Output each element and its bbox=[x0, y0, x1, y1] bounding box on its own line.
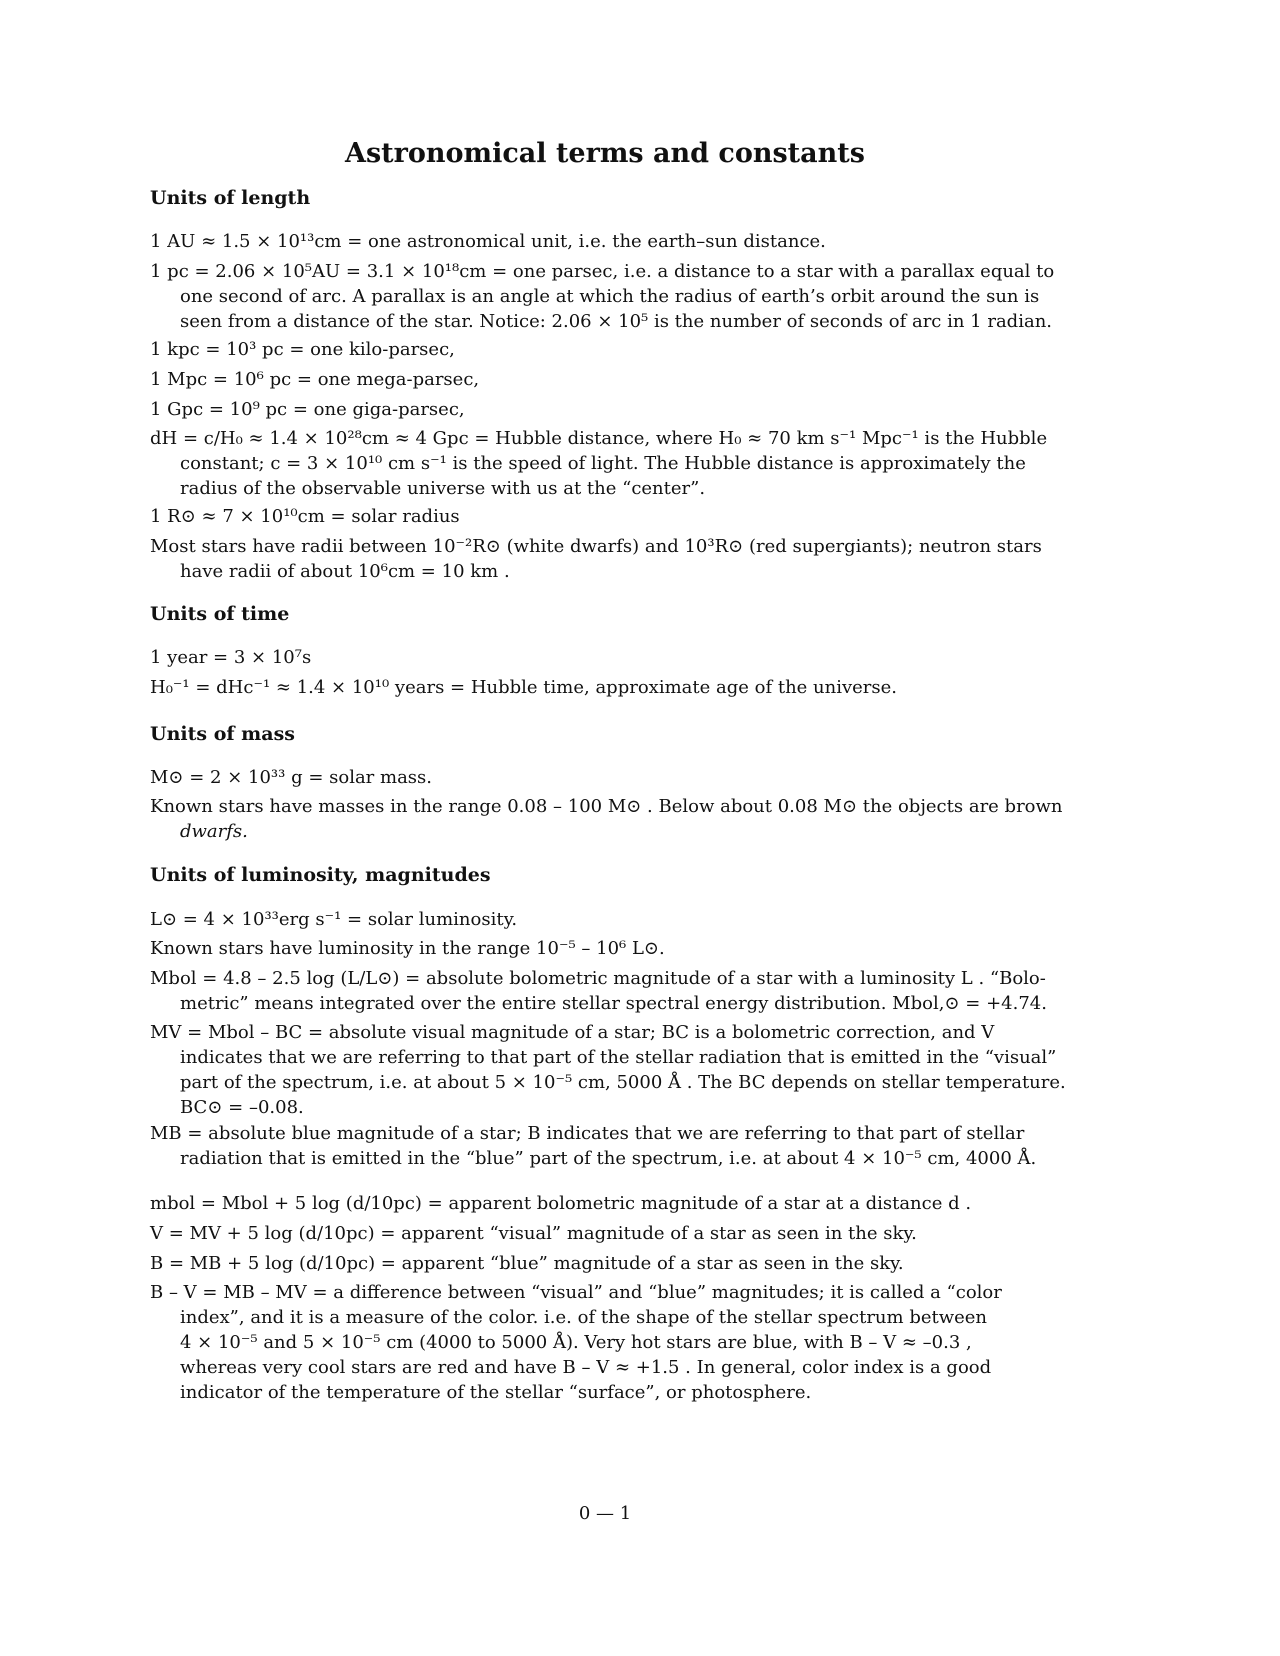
entry-mpc bbox=[150, 367, 1050, 392]
entry-line: Known stars have luminosity in the range 10⁻⁵ – 10⁶ L⊙. bbox=[150, 938, 665, 959]
entry-line: Most stars have radii between 10⁻²R⊙ (white dwarfs) and 10³R⊙ (red supergiants); neutron stars bbox=[150, 536, 1042, 557]
entry-gpc bbox=[150, 397, 1050, 422]
entry-solar-radius bbox=[150, 504, 1050, 529]
entry-stellar-masses bbox=[150, 794, 1063, 844]
entry-au bbox=[150, 229, 1050, 254]
entry-line: 1 year = 3 × 10⁷s bbox=[150, 647, 312, 668]
entry-stellar-radii bbox=[150, 534, 1050, 584]
entry-line: B = MB + 5 log (d/10pc) = apparent “blue” magnitude of a star as seen in the sky. bbox=[150, 1253, 904, 1274]
section-heading-time: Units of time bbox=[150, 603, 290, 625]
entry-line: Known stars have masses in the range 0.08 – 100 M⊙ . Below about 0.08 M⊙ the objects are brown bbox=[150, 796, 1063, 817]
entry-line: indicator of the temperature of the stellar “surface”, or photosphere. bbox=[180, 1382, 812, 1403]
entry-line: 1 Mpc = 10⁶ pc = one mega-parsec, bbox=[150, 369, 480, 390]
entry-line: Mbol = 4.8 – 2.5 log (L/L⊙) = absolute bolometric magnitude of a star with a luminosity L . “Bolo- bbox=[150, 968, 1046, 989]
entry-apparent-v bbox=[150, 1221, 1050, 1246]
page-title: Astronomical terms and constants bbox=[345, 138, 865, 169]
entry-hubble-distance bbox=[150, 426, 1050, 501]
entry-line: 1 Gpc = 10⁹ pc = one giga-parsec, bbox=[150, 399, 465, 420]
entry-line: indicates that we are referring to that part of the stellar radiation that is emitted in the “visual” bbox=[180, 1047, 1057, 1068]
entry-line: MV = Mbol – BC = absolute visual magnitude of a star; BC is a bolometric correction, and V bbox=[150, 1022, 995, 1043]
entry-solar-mass bbox=[150, 765, 1050, 790]
entry-line: M⊙ = 2 × 10³³ g = solar mass. bbox=[150, 767, 433, 788]
section-heading-mass: Units of mass bbox=[150, 723, 295, 745]
entry-line: 1 R⊙ ≈ 7 × 10¹⁰cm = solar radius bbox=[150, 506, 460, 527]
entry-line: MB = absolute blue magnitude of a star; B indicates that we are referring to that part of stellar bbox=[150, 1123, 1025, 1144]
entry-solar-luminosity bbox=[150, 907, 1050, 932]
entry-mv bbox=[150, 1020, 1066, 1120]
entry-line: radius of the observable universe with us at the “center”. bbox=[180, 478, 706, 499]
entry-luminosity-range bbox=[150, 936, 1050, 961]
entry-line: 4 × 10⁻⁵ and 5 × 10⁻⁵ cm (4000 to 5000 Å). Very hot stars are blue, with B – V ≈ –0.3 , bbox=[180, 1332, 972, 1353]
entry-line: index”, and it is a measure of the color. i.e. of the shape of the stellar spectrum between bbox=[180, 1307, 988, 1328]
entry-parsec bbox=[150, 259, 1055, 334]
entry-line: 1 AU ≈ 1.5 × 10¹³cm = one astronomical unit, i.e. the earth–sun distance. bbox=[150, 231, 826, 252]
entry-line: B – V = MB – MV = a difference between “visual” and “blue” magnitudes; it is called a “color bbox=[150, 1282, 1002, 1303]
section-heading-luminosity: Units of luminosity, magnitudes bbox=[150, 864, 491, 886]
entry-line: part of the spectrum, i.e. at about 5 × 10⁻⁵ cm, 5000 Å . The BC depends on stellar temperature. bbox=[180, 1072, 1066, 1093]
entry-kpc bbox=[150, 337, 1050, 362]
entry-line: BC⊙ = –0.08. bbox=[180, 1097, 304, 1118]
entry-line: one second of arc. A parallax is an angle at which the radius of earth’s orbit around the sun is bbox=[180, 286, 1040, 307]
entry-line: 1 pc = 2.06 × 10⁵AU = 3.1 × 10¹⁸cm = one parsec, i.e. a distance to a star with a parallax equal to bbox=[150, 261, 1055, 282]
entry-line: have radii of about 10⁶cm = 10 km . bbox=[180, 561, 510, 582]
section-heading-length: Units of length bbox=[150, 187, 311, 209]
entry-line: metric” means integrated over the entire stellar spectral energy distribution. Mbol,⊙ = +4.74. bbox=[180, 993, 1047, 1014]
entry-line: whereas very cool stars are red and have B – V ≈ +1.5 . In general, color index is a good bbox=[180, 1357, 992, 1378]
entry-line: mbol = Mbol + 5 log (d/10pc) = apparent bolometric magnitude of a star at a distance d . bbox=[150, 1193, 972, 1214]
entry-line: radiation that is emitted in the “blue” part of the spectrum, i.e. at about 4 × 10⁻⁵ cm, 4000 Å. bbox=[180, 1148, 1037, 1169]
entry-line: H₀⁻¹ = dHc⁻¹ ≈ 1.4 × 10¹⁰ years = Hubble time, approximate age of the universe. bbox=[150, 677, 898, 698]
entry-year bbox=[150, 645, 1050, 670]
entry-color-index bbox=[150, 1280, 1050, 1405]
entry-mbol bbox=[150, 966, 1050, 1016]
entry-line: dH = c/H₀ ≈ 1.4 × 10²⁸cm ≈ 4 Gpc = Hubble distance, where H₀ ≈ 70 km s⁻¹ Mpc⁻¹ is the Hubble bbox=[150, 428, 1048, 449]
entry-line: V = MV + 5 log (d/10pc) = apparent “visual” magnitude of a star as seen in the sky. bbox=[150, 1223, 917, 1244]
entry-apparent-b bbox=[150, 1251, 1050, 1276]
entry-apparent-mbol bbox=[150, 1191, 1050, 1216]
entry-line: constant; c = 3 × 10¹⁰ cm s⁻¹ is the speed of light. The Hubble distance is approximately the bbox=[180, 453, 1026, 474]
entry-line: 1 kpc = 10³ pc = one kilo-parsec, bbox=[150, 339, 455, 360]
page-number: 0 — 1 bbox=[578, 1503, 632, 1524]
entry-line: dwarfs. bbox=[180, 821, 248, 842]
entry-line: L⊙ = 4 × 10³³erg s⁻¹ = solar luminosity. bbox=[150, 909, 518, 930]
entry-hubble-time bbox=[150, 675, 1050, 700]
entry-line: seen from a distance of the star. Notice: 2.06 × 10⁵ is the number of seconds of arc in 1 radian. bbox=[180, 311, 1053, 332]
entry-mb bbox=[150, 1121, 1050, 1171]
